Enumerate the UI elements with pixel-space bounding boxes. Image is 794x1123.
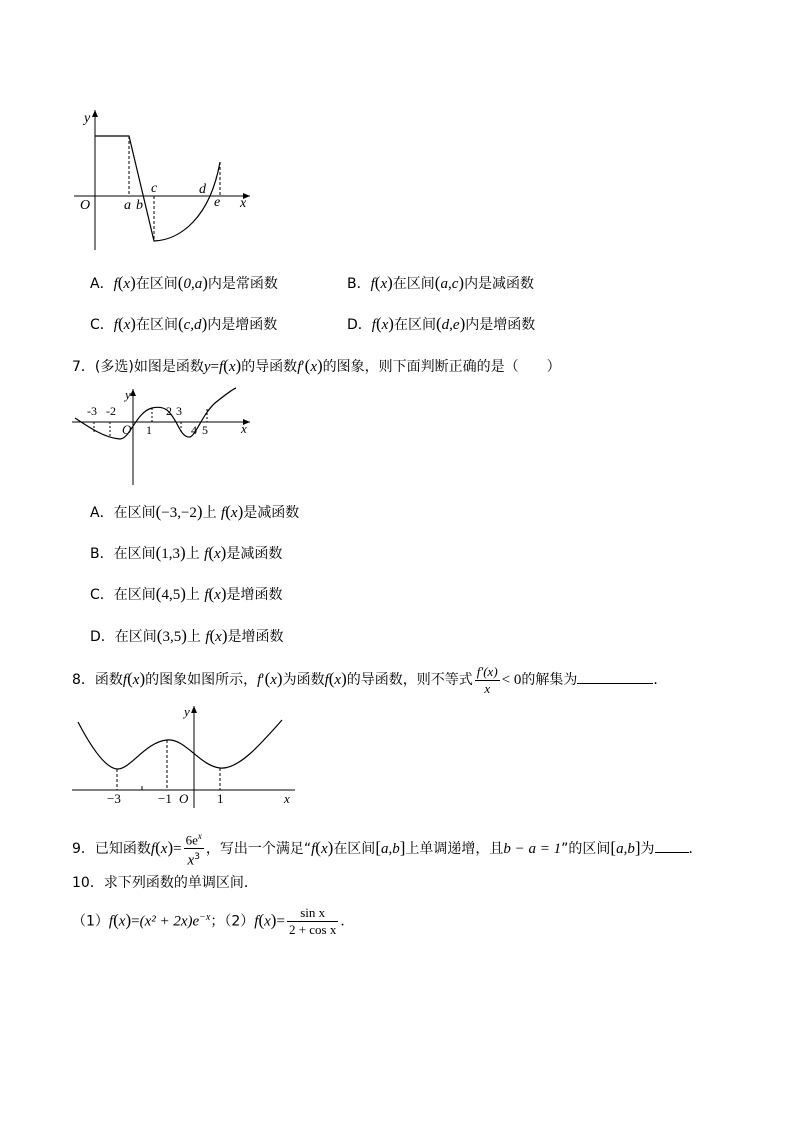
fraction	[184, 828, 204, 870]
tick-label-1: 1	[146, 423, 152, 437]
stem-text: ．	[653, 672, 668, 688]
stem-text: 的导函数	[241, 359, 298, 375]
x-axis-label: x	[284, 791, 290, 806]
stem-text: 的图象如图所示，	[145, 672, 258, 688]
interval: 1,3	[161, 546, 181, 562]
interval: c,d	[183, 317, 202, 333]
interval: −3,−2	[161, 505, 197, 521]
origin-label: O	[179, 791, 189, 806]
stem-text: 上单调递增，且	[405, 840, 504, 857]
option-text: 是减函数	[226, 546, 283, 562]
stem-text: ．	[340, 913, 355, 930]
option-letter: C．	[90, 317, 114, 333]
q7-option-a[interactable]: A．在区间(−3,−2)上 f(x)是减函数	[90, 502, 300, 521]
origin-label: O	[80, 198, 91, 213]
option-text: 在区间	[113, 505, 156, 521]
q7-option-c[interactable]: C．在区间(4,5)上 f(x)是增函数	[90, 584, 283, 603]
label-c: c	[151, 181, 158, 196]
option-text: 内是增函数	[207, 317, 278, 333]
option-letter: A．	[90, 276, 114, 292]
question-number: 8．	[72, 672, 95, 688]
option-text: 在区间	[113, 546, 156, 562]
q9-stem: 9．已知函数f(x)= $\frac{6e^x}{x^3}$ ，写出一个满足“f(x)在区间[a,b]上单调递增，且b − a = 1”的区间[a,b]为 ．	[72, 828, 703, 870]
tick-label-2: 2	[166, 404, 172, 418]
y-axis-label: y	[84, 111, 91, 126]
option-text: 是减函数	[243, 505, 300, 521]
x-axis-label: x	[241, 421, 247, 436]
option-text: 上	[185, 587, 200, 603]
fraction-denominator: 2 + cos x	[288, 922, 337, 938]
option-text: 是增函数	[226, 587, 283, 603]
option-text: 内是增函数	[465, 317, 536, 333]
stem-text: 在区间	[333, 840, 376, 857]
part-label: ；（2）	[210, 913, 255, 930]
tick-label-neg3: −3	[107, 791, 121, 806]
label-b: b	[136, 198, 143, 213]
fraction-denominator: x	[484, 680, 491, 696]
tick-label-neg2: -2	[106, 404, 116, 418]
interval: 3,5	[162, 629, 182, 645]
superscript: x	[197, 831, 202, 841]
q6-option-b[interactable]: B．f(x)在区间(a,c)内是减函数	[347, 273, 535, 292]
figure-q8-graph	[70, 700, 300, 810]
question-number: 7．	[72, 359, 95, 375]
part-label: （1）	[72, 913, 109, 930]
tick-label-3: 3	[176, 404, 182, 418]
superscript: 3	[194, 852, 200, 863]
origin-label: O	[122, 422, 132, 437]
option-text: 在区间	[393, 317, 436, 333]
interval: 0,a	[183, 276, 203, 292]
label-a: a	[124, 198, 131, 213]
option-letter: A．	[90, 505, 114, 521]
stem-text: 为	[640, 840, 655, 857]
q10-title	[72, 873, 258, 893]
interval: a,c	[440, 276, 459, 292]
q10-parts: $(1)f(x)=(x^2 + 2x)e^{-x}$；（2）f(x)= $\frac{\text{sin x}}{\text{2 + cos x}}$ ．	[72, 905, 355, 938]
stem-text: ，写出一个满足“	[205, 840, 312, 857]
stem-text: ．	[688, 840, 703, 857]
fraction-numerator: 6e	[185, 832, 198, 848]
interval: 4,5	[161, 587, 181, 603]
tick-label-4: 4	[191, 423, 197, 437]
option-text: 上	[185, 546, 200, 562]
label-d: d	[199, 182, 206, 197]
option-text: 在区间	[114, 629, 157, 645]
expression: (x² + 2x)e	[139, 913, 200, 930]
option-text: 在区间	[392, 276, 435, 292]
option-text: 是增函数	[227, 629, 284, 645]
fraction-numerator: sin x	[287, 905, 338, 922]
stem-text: 函数	[94, 672, 123, 688]
stem-text: 求下列函数的单调区间．	[103, 875, 258, 891]
option-letter: C．	[90, 587, 114, 603]
q6-option-d[interactable]: D．f(x)在区间(d,e)内是增函数	[347, 314, 536, 333]
tick-label-neg3: -3	[87, 404, 97, 418]
q7-option-b[interactable]: B．在区间(1,3)上 f(x)是减函数	[90, 543, 283, 562]
option-text: 上	[202, 505, 217, 521]
q6-option-a[interactable]: A．f(x)在区间(0,a)内是常函数	[90, 273, 278, 292]
q8-stem: 8．函数f(x)的图象如图所示，f′(x)为函数f(x)的导函数，则不等式 $\frac{f'(x)}{x}$ < 0的解集为 ．	[72, 663, 668, 696]
q6-option-c[interactable]: C．f(x)在区间(c,d)内是增函数	[90, 314, 278, 333]
option-letter: D．	[347, 317, 372, 333]
option-text: 上	[186, 629, 201, 645]
answer-blank[interactable]	[655, 838, 689, 853]
inequality: < 0	[501, 672, 522, 688]
condition: b − a = 1	[503, 840, 562, 857]
tick-label-1: 1	[217, 791, 224, 806]
question-number: 9．	[72, 840, 95, 857]
interval: d,e	[441, 317, 460, 333]
q7-option-d[interactable]: D．在区间(3,5)上 f(x)是增函数	[90, 626, 284, 645]
stem-text: 为函数	[282, 672, 325, 688]
tick-label-neg1: −1	[158, 791, 172, 806]
fraction	[287, 905, 338, 938]
answer-blank[interactable]	[577, 669, 653, 684]
option-letter: D．	[90, 629, 115, 645]
stem-text: 的解集为	[521, 672, 578, 688]
stem-text: 的图象，则下面判断正确的是（ ）	[322, 359, 561, 375]
question-number: 10．	[72, 875, 104, 891]
fraction	[475, 664, 500, 697]
fraction-denominator: x	[187, 852, 195, 869]
stem-text: 的导函数，则不等式	[346, 672, 473, 688]
option-text: 内是减函数	[464, 276, 535, 292]
stem-text: 已知函数	[94, 840, 151, 857]
y-axis-label: y	[125, 387, 131, 402]
x-axis-label: x	[240, 196, 247, 211]
figure-q6-graph	[60, 100, 260, 260]
q7-stem: 7．(多选)如图是函数y=f(x)的导函数f′(x)的图象，则下面判断正确的是（ ）	[72, 356, 561, 375]
fraction-numerator: f′(x)	[476, 663, 498, 679]
option-text: 在区间	[113, 587, 156, 603]
option-text: 内是常函数	[207, 276, 278, 292]
stem-text: (多选)如图是函数	[94, 359, 204, 375]
option-text: 在区间	[135, 317, 178, 333]
superscript: −x	[199, 912, 211, 923]
label-e: e	[214, 195, 221, 210]
option-letter: B．	[90, 546, 114, 562]
option-text: 在区间	[135, 276, 178, 292]
stem-text: ”的区间	[561, 840, 611, 857]
y-axis-label: y	[184, 704, 190, 719]
option-letter: B．	[347, 276, 371, 292]
figure-q7-derivative-graph	[70, 385, 255, 490]
tick-label-5: 5	[202, 423, 208, 437]
